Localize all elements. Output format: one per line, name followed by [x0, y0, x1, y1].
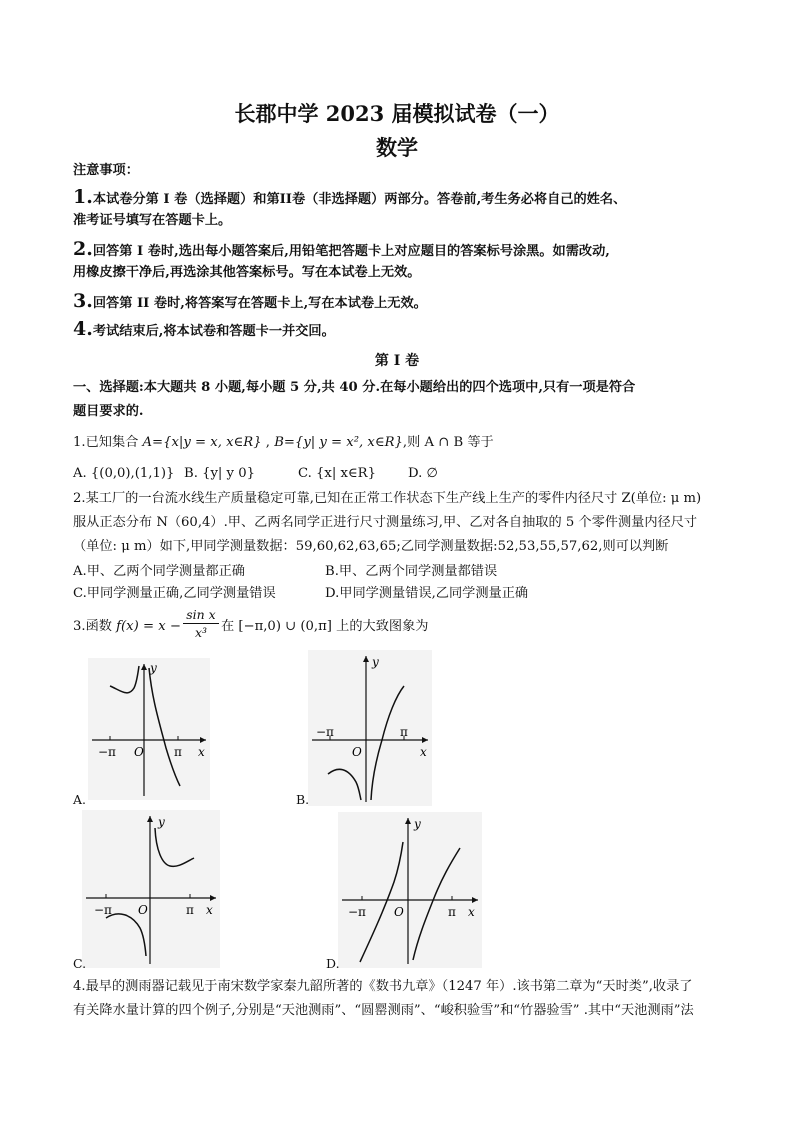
y-axis-arrow — [363, 656, 369, 662]
pi-label: π — [400, 725, 408, 739]
q3-fraction — [183, 606, 219, 641]
q1-stem: 1.已知集合 A={x|y = x, x∈R} , B={y| y = x², x∈R},则 A ∩ B 等于 — [73, 435, 494, 450]
pi-label: π — [174, 745, 182, 759]
q2-option-d: D.甲同学测量错误,乙同学测量正确 — [325, 586, 529, 601]
notice-2-line-1: 2.回答第 I 卷时,选出每小题答案后,用铅笔把答题卡上对应题目的答案标号涂黑。如需改动, — [73, 238, 610, 260]
q1-option-d: D. ∅ — [408, 466, 438, 481]
x-axis-arrow — [210, 895, 216, 901]
origin-label: O — [134, 745, 144, 759]
q3-graph-d — [338, 812, 482, 968]
q3-graph-b-svg — [308, 650, 432, 806]
pi-label: π — [186, 903, 194, 917]
q2-option-b: B.甲、乙两个同学测量都错误 — [325, 564, 498, 579]
q2-option-a: A.甲、乙两个同学测量都正确 — [73, 564, 245, 579]
q2-option-c: C.甲同学测量正确,乙同学测量错误 — [73, 586, 276, 601]
x-label: x — [420, 745, 427, 759]
q1-option-a: A. {(0,0),(1,1)} — [73, 466, 175, 481]
origin-label: O — [394, 905, 404, 919]
exam-subject: 数学 — [376, 135, 418, 160]
notice-1-line-1: 1.本试卷分第 I 卷（选择题）和第II卷（非选择题）两部分。答卷前,考生务必将自己的姓名、 — [73, 186, 627, 208]
notice-2-line-2: 用橡皮擦干净后,再选涂其他答案标号。写在本试卷上无效。 — [73, 265, 421, 280]
q3-fraction-numerator: sin x — [183, 606, 219, 624]
notice-1-line-2: 准考证号填写在答题卡上。 — [73, 213, 232, 228]
origin-label: O — [138, 903, 148, 917]
neg-pi-label: −π — [98, 745, 116, 759]
q4-line-2: 有关降水量计算的四个例子,分别是“天池测雨”、“圆罂测雨”、“峻积验雪”和“竹器验雪” .其中“天池测雨”法 — [73, 1003, 694, 1018]
curve-right — [371, 686, 404, 800]
q3-fraction-denominator: x³ — [194, 625, 208, 640]
curve-left — [328, 769, 361, 800]
curve-left — [110, 666, 139, 693]
curve-right — [155, 828, 194, 866]
x-axis-arrow — [472, 897, 478, 903]
q3-label-a: A. — [73, 792, 87, 807]
q3-graph-a-svg — [88, 658, 210, 800]
q3-graph-d-svg — [338, 812, 482, 968]
q3-graph-c-svg — [82, 810, 220, 968]
x-axis-arrow — [200, 737, 206, 743]
q2-line-2: 服从正态分布 N（60,4）.甲、乙两名同学正进行尺寸测量练习,甲、乙对各自抽取的 5 个零件测量内径尺寸 — [73, 515, 698, 530]
curve-left — [360, 842, 403, 962]
q4-line-1: 4.最早的测雨器记载见于南宋数学家秦九韶所著的《数书九章》（1247 年）.该书第二章为“天时类”,收录了 — [73, 979, 693, 994]
neg-pi-label: −π — [316, 725, 334, 739]
section-1-line-1: 一、选择题:本大题共 8 小题,每小题 5 分,共 40 分.在每小题给出的四个选项中,只有一项是符合 — [73, 380, 636, 395]
curve-right — [413, 848, 460, 960]
x-label: x — [468, 905, 475, 919]
pi-label: π — [448, 905, 456, 919]
y-label: y — [414, 817, 421, 831]
y-axis-arrow — [405, 818, 411, 824]
q3-label-c: C. — [73, 956, 87, 971]
q1-option-c: C. {x| x∈R} — [298, 466, 376, 481]
q3-graph-a — [88, 658, 210, 800]
x-label: x — [206, 903, 213, 917]
exam-title: 长郡中学 2023 届模拟试卷（一） — [234, 101, 560, 126]
notice-heading: 注意事项： — [73, 163, 139, 178]
q3-stem-prefix: 3.函数 f(x) = x − — [73, 619, 181, 634]
x-axis-arrow — [422, 737, 428, 743]
q1-option-b: B. {y| y 0} — [184, 466, 255, 481]
curve-left — [106, 914, 146, 956]
part-1-heading: 第 I 卷 — [374, 353, 420, 369]
q3-label-b: B. — [296, 792, 310, 807]
curve-right — [149, 668, 180, 786]
neg-pi-label: −π — [348, 905, 366, 919]
y-label: y — [150, 661, 157, 675]
y-axis-arrow — [147, 816, 153, 822]
neg-pi-label: −π — [94, 903, 112, 917]
x-label: x — [198, 745, 205, 759]
q2-line-3: （单位: μ m）如下,甲同学测量数据：59,60,62,63,65;乙同学测量数据:52,53,55,57,62,则可以判断 — [73, 539, 669, 554]
notice-4-line-1: 4.考试结束后,将本试卷和答题卡一并交回。 — [73, 318, 335, 340]
y-label: y — [372, 655, 379, 669]
q2-line-1: 2.某工厂的一台流水线生产质量稳定可靠,已知在正常工作状态下生产线上生产的零件内径尺寸 Z(单位: μ m) — [73, 491, 702, 506]
section-1-line-2: 题目要求的. — [73, 404, 144, 419]
notice-3-line-1: 3.回答第 II 卷时,将答案写在答题卡上,写在本试卷上无效。 — [73, 290, 427, 312]
origin-label: O — [352, 745, 362, 759]
q3-stem-suffix: 在 [−π,0) ∪ (0,π] 上的大致图象为 — [221, 619, 429, 634]
y-label: y — [158, 815, 165, 829]
q3-graph-b — [308, 650, 432, 806]
q3-label-d: D. — [326, 956, 340, 971]
q3-graph-c — [82, 810, 220, 968]
y-axis-arrow — [141, 664, 147, 670]
